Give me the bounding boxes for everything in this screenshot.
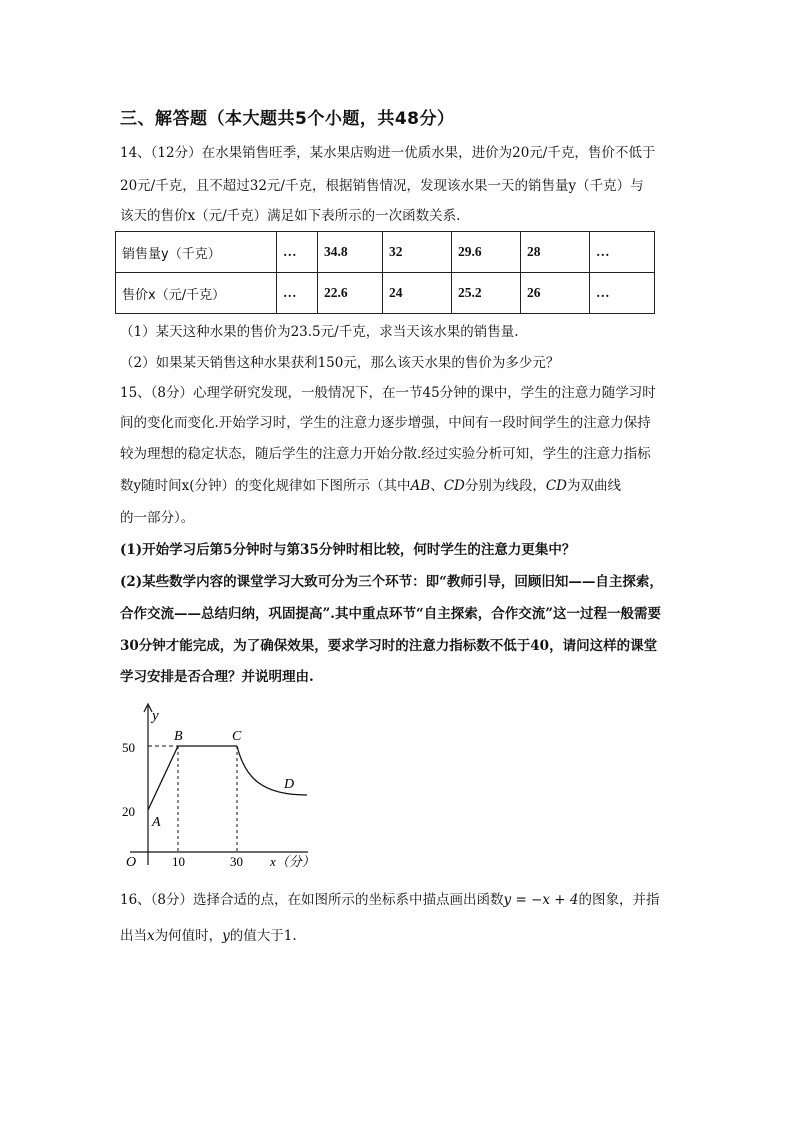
variable-y: y <box>222 928 230 944</box>
q16-line2-part-a: 出当 <box>120 928 147 944</box>
point-d-label: D <box>284 777 295 792</box>
q14-text-line-1: 14、（12分）在水果销售旺季，某水果店购进一优质水果，进价为20元/千克，售价不低于 <box>120 145 656 161</box>
q16-line1-part-a: 16、（8分）选择合适的点，在如图所示的坐标系中描点画出函数 <box>120 892 504 908</box>
origin-label: O <box>126 855 137 870</box>
q15-subquestion-2-line-3: 30分钟才能完成，为了确保效果，要求学习时的注意力指标数不低于40，请问这样的课堂 <box>120 638 658 654</box>
q16-line2-part-c: 的值大于1. <box>229 928 297 944</box>
q15-line4-part-d: 为双曲线 <box>567 478 621 494</box>
q16-text-line-1 <box>120 890 680 910</box>
table-cell: … <box>590 232 655 273</box>
q14-text-line-3: 该天的售价x（元/千克）满足如下表所示的一次函数关系. <box>120 208 461 224</box>
table-cell: 25.2 <box>452 273 521 314</box>
q16-text-line-2 <box>120 926 680 946</box>
x-tick-label: 30 <box>230 854 243 869</box>
q14-text-line-2: 20元/千克，且不超过32元/千克，根据销售情况，发现该水果一天的销售量y（千克）与 <box>120 178 644 194</box>
section-title: 三、解答题（本大题共5个小题，共48分） <box>120 109 455 129</box>
q15-subquestion-2-line-4: 学习安排是否合理？并说明理由. <box>120 669 314 685</box>
y-tick-label: 50 <box>122 740 135 755</box>
table-cell: 26 <box>521 273 590 314</box>
q14-subquestion-2: （2）如果某天销售这种水果获利150元，那么该天水果的售价为多少元？ <box>120 355 560 371</box>
q15-subquestion-1: (1)开始学习后第5分钟时与第35分钟时相比较，何时学生的注意力更集中？ <box>120 542 576 558</box>
curve-cd <box>237 746 307 795</box>
x-axis-label: x（分） <box>270 854 315 869</box>
segment-cd-label: CD <box>443 478 465 494</box>
q14-subquestion-1: （1）某天这种水果的售价为23.5元/千克，求当天该水果的销售量. <box>120 324 519 340</box>
q15-text-line-4 <box>120 476 680 496</box>
point-c-label: C <box>232 729 242 744</box>
q15-text-line-2: 间的变化而变化.开始学习时，学生的注意力逐步增强，中间有一段时间学生的注意力保持 <box>120 415 651 431</box>
table-cell: 34.8 <box>318 232 383 273</box>
q16-line1-part-b: 的图象，并指 <box>578 892 660 908</box>
x-tick-label: 10 <box>172 854 185 869</box>
q15-line4-part-b: 、 <box>430 478 444 494</box>
table-cell: 24 <box>383 273 452 314</box>
table-cell: … <box>277 273 318 314</box>
y-tick-label: 20 <box>122 804 135 819</box>
table-cell: 22.6 <box>318 273 383 314</box>
point-b-label: B <box>174 729 183 744</box>
q15-text-line-1: 15、（8分）心理学研究发现，一般情况下，在一节45分钟的课中，学生的注意力随学习时 <box>120 385 656 401</box>
segment-ab-label: AB <box>410 478 431 494</box>
segment-ab <box>148 746 178 810</box>
table-row <box>116 232 655 273</box>
y-axis-label: y <box>152 708 159 724</box>
table-row-label: 销售量y（千克） <box>116 232 277 273</box>
attention-graph <box>112 700 332 870</box>
table-cell: 28 <box>521 232 590 273</box>
table-cell: … <box>590 273 655 314</box>
q14-data-table <box>115 231 655 314</box>
q16-line2-part-b: 为何值时， <box>154 928 223 944</box>
q15-line4-part-a: 数y随时间x(分钟）的变化规律如下图所示（其中 <box>120 478 411 494</box>
table-row <box>116 273 655 314</box>
q15-subquestion-2-line-2: 合作交流——总结归纳，巩固提高”.其中重点环节“自主探索，合作交流”这一过程一般需要 <box>120 606 661 622</box>
q15-subquestion-2-line-1: (2)某些数学内容的课堂学习大致可分为三个环节：即“教师引导，回顾旧知——自主探索， <box>120 574 663 590</box>
table-cell: 32 <box>383 232 452 273</box>
hyperbola-cd-label: CD <box>545 478 567 494</box>
q15-text-line-5: 的一部分）。 <box>120 510 195 526</box>
q15-line4-part-c: 分别为线段， <box>464 478 546 494</box>
table-cell: … <box>277 232 318 273</box>
q15-text-line-3: 较为理想的稳定状态，随后学生的注意力开始分散.经过实验分析可知，学生的注意力指标 <box>120 446 651 462</box>
table-row-label: 售价x（元/千克） <box>116 273 277 314</box>
table-cell: 29.6 <box>452 232 521 273</box>
function-expression: y = −x + 4 <box>503 892 579 908</box>
variable-x: x <box>147 928 155 944</box>
point-a-label: A <box>152 815 161 830</box>
